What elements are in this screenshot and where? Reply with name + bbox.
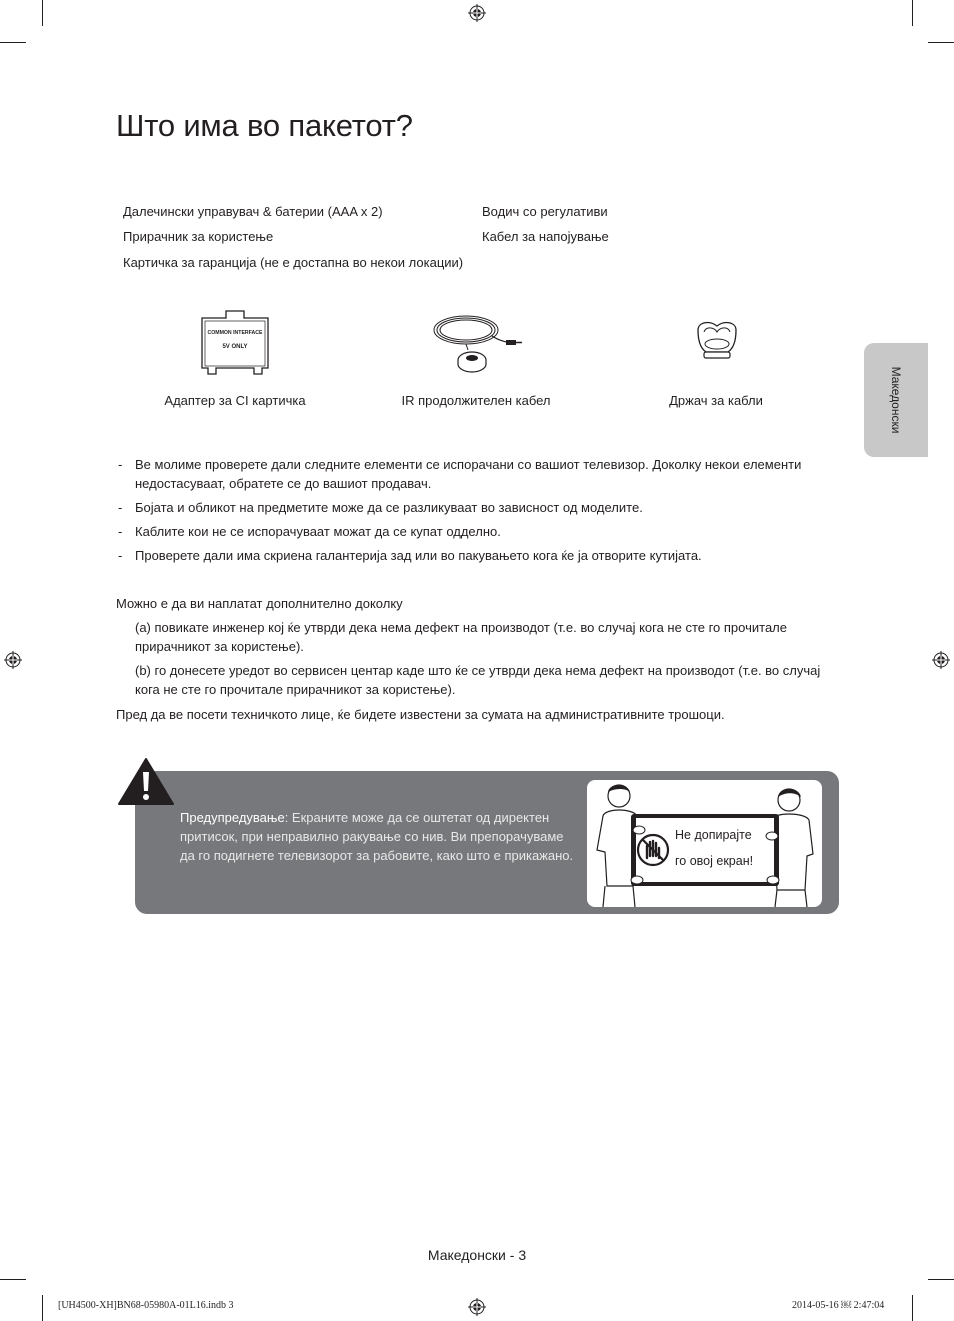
warning-body: : Екраните може да се оштетат од директен притисок, при неправилно ракување со нив. Ви препорачуваме да го подигнете телевизорот за рабовите, како што е прикажано. — [180, 810, 574, 863]
crop-mark — [0, 42, 26, 43]
crop-mark — [0, 1279, 26, 1280]
note-text: Бојата и обликот на предметите може да се разликуваат во зависност од моделите. — [135, 500, 643, 515]
note-text: Ве молиме проверете дали следните елементи се испорачани со вашиот телевизор. Доколку некои елементи недостасуваат, обратете се до вашиот продавач. — [135, 457, 802, 491]
warning-illustration — [587, 780, 822, 907]
page-title: Што има во пакетот? — [116, 108, 413, 143]
ir-extender-cable-icon — [428, 306, 524, 376]
list-item: Водич со регулативи — [482, 204, 608, 219]
crop-mark — [928, 1279, 954, 1280]
registration-mark-icon — [4, 651, 22, 669]
registration-mark-icon — [468, 1298, 486, 1316]
ci-label-line1: COMMON INTERFACE — [207, 330, 263, 336]
warning-triangle-icon — [117, 757, 175, 807]
list-item: Кабел за напојување — [482, 229, 609, 244]
print-slug-left: [UH4500-XH]BN68-05980A-01L16.indb 3 — [58, 1300, 234, 1311]
fees-intro: Можно е да ви наплатат дополнително доколку — [116, 596, 403, 611]
page-number: Македонски - 3 — [427, 1247, 527, 1263]
fees-item-b: (b) го донесете уредот во сервисен центар каде што ќе се утврди дека нема дефект на производот (т.е. во случај кога не сте го прочитале прирачникот за користење). — [135, 663, 821, 697]
list-item: - Бојата и обликот на предметите може да се разликуваат во зависност од моделите. — [118, 500, 643, 515]
note-text: Каблите кои не се испорачуваат можат да се купат одделно. — [135, 524, 501, 539]
ci-card-adapter-icon — [198, 306, 272, 376]
crop-mark — [912, 1295, 913, 1321]
crop-mark — [42, 0, 43, 26]
list-item: Далечински управувач & батерии (AAA x 2) — [123, 204, 383, 219]
list-item: - Проверете дали има скриена галантерија зад или во пакувањето кога ќе ја отворите кутијата. — [118, 548, 702, 563]
ci-label-line2: 5V ONLY — [222, 344, 248, 350]
registration-mark-icon — [468, 4, 486, 22]
registration-mark-icon — [932, 651, 950, 669]
warning-lead: Предупредување — [180, 810, 285, 825]
side-tab-label: Македонски — [889, 366, 903, 434]
accessory-caption: IR продолжителен кабел — [401, 393, 551, 408]
sign-line-1: Не допирајте — [675, 828, 752, 842]
crop-mark — [928, 42, 954, 43]
sign-line-2: го овој екран! — [675, 854, 754, 868]
notes-list — [116, 455, 828, 570]
fees-outro: Пред да ве посети техничкото лице, ќе бидете известени за сумата на административните трошоци. — [116, 707, 725, 722]
print-slug-right: 2014-05-16 ￼ 2:47:04 — [792, 1300, 885, 1311]
list-item: - Каблите кои не се испорачуваат можат да се купат одделно. — [118, 524, 501, 539]
list-item: - Ве молиме проверете дали следните елементи се испорачани со вашиот телевизор. Доколку некои елементи недостасуваат, обратете се до вашиот продавач. — [118, 457, 802, 491]
language-side-tab — [864, 343, 928, 457]
fees-item-a: (a) повикате инженер кој ќе утврди дека нема дефект на производот (т.е. во случај кога не сте го прочитале прирачникот за користење). — [135, 620, 787, 654]
crop-mark — [42, 1295, 43, 1321]
people-holding-tv-icon — [587, 780, 822, 907]
warning-text — [180, 808, 580, 865]
accessory-caption: Држач за кабли — [669, 393, 763, 408]
accessory-caption: Адаптер за CI картичка — [164, 393, 306, 408]
list-item: Картичка за гаранција (не е достапна во некои локации) — [123, 255, 464, 270]
crop-mark — [912, 0, 913, 26]
note-text: Проверете дали има скриена галантерија зад или во пакувањето кога ќе ја отворите кутијата. — [135, 548, 702, 563]
list-item: Прирачник за користење — [123, 229, 274, 244]
cable-holder-icon — [694, 318, 740, 364]
